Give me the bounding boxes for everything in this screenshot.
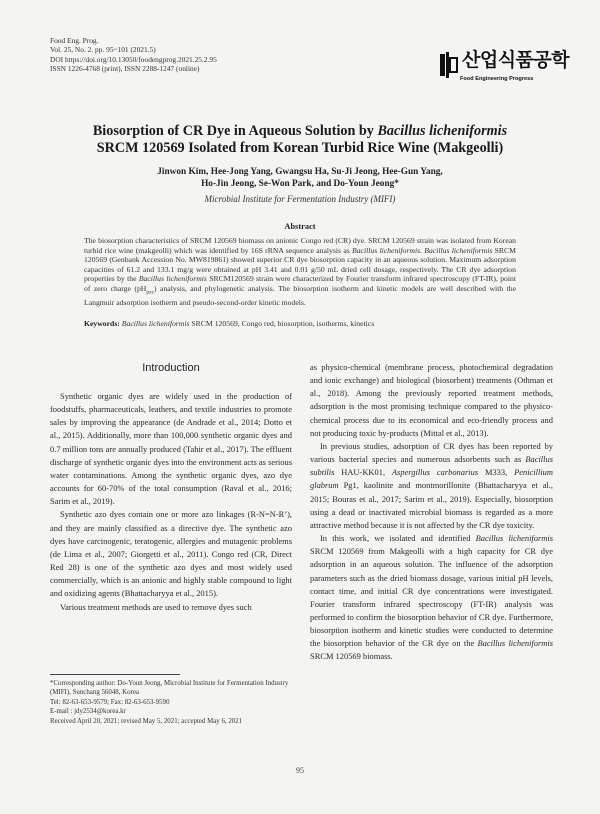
- journal-volume: Vol. 25, No. 2. pp. 95~101 (2021.5): [50, 45, 156, 55]
- logo-english-title: Food Engineering Progress: [460, 76, 534, 82]
- title-text: Biosorption of CR Dye in Aqueous Solution by: [92, 123, 378, 139]
- species-name: Bacillus licheniformis: [138, 274, 207, 284]
- authors-line2: Ho-Jin Jeong, Se-Won Park, and Do-Youn Jeong*: [201, 179, 399, 190]
- species-name: Bacillus licheniformis: [477, 638, 553, 649]
- left-column: [50, 390, 292, 614]
- received-dates: Received April 20, 2021; revised May 5, 2021; accepted May 6, 2021: [50, 717, 243, 725]
- keywords-label: Keywords:: [84, 319, 120, 328]
- text: SRCM 120569 biomass.: [310, 651, 393, 662]
- species-name: Bacillus subtilis: [310, 454, 553, 478]
- right-column: [310, 361, 553, 664]
- title-species: Bacillus licheniformis: [377, 123, 508, 139]
- species-name: Aspergillus carbonarius: [391, 467, 479, 478]
- paragraph: [310, 532, 553, 664]
- paragraph: [310, 440, 553, 532]
- article-title: [60, 123, 540, 157]
- abstract-text: ) analysis, and phylogenetic analysis. The biosorption isotherm and kinetic models are well described with the Langmuir adsorption isotherm and pseudo-second-order kinetic models.: [84, 283, 517, 307]
- journal-issn: ISSN 1226-4768 (print), ISSN 2288-1247 (online): [50, 64, 200, 74]
- text: Pg1, kaolinite and montmorillonite (Bhattacharyya et al., 2015; Bouras et al., 2017; Sarim et al., 2019). Especially, biosorption using a dead or inactivated microbial biomass is regarded as a more attractive method because it is not affected by the CR dye toxicity.: [310, 480, 553, 530]
- journal-logo-icon: [440, 52, 458, 78]
- text: In previous studies, adsorption of CR dyes has been reported by various bacterial species and numerous adsorbents such as: [310, 440, 553, 465]
- journal-logo: [440, 48, 570, 86]
- footnote: [50, 679, 295, 726]
- contact-phone: Tel: 82-63-653-9579; Fax: 82-63-653-9590: [50, 698, 170, 706]
- keywords-list: SRCM 120569, Congo red, biosorption, isotherms, kinetics: [189, 319, 375, 328]
- journal-metadata: [50, 36, 217, 74]
- species-name: Penicillium glabrum: [310, 467, 553, 491]
- text: SRCM 120569 from Makgeolli with a high capacity for CR dye adsorption in an aqueous solution. The influence of the adsorption parameters such as the dried biomass dosage, various initial pH levels, contact time, and initial CR dye concentrations were investigated. Fourier transform infrared spectroscopy (FT-IR) analysis was performed to confirm the biosorption behavior of CR dye. Furthermore, biosorption isotherm and kinetic studies were conducted to determine the biosorption behavior of the CR dye on the: [310, 546, 553, 649]
- abstract-text: The biosorption characteristics of SRCM 120569 biomass on anionic Congo red (CR) dye. SRCM 120569 strain was isolated from Korean turbid rice wine (makgeolli) which was identified by 16S rRNA sequence analysis as: [84, 236, 516, 255]
- author-list: [80, 166, 520, 190]
- subscript: pzc: [146, 289, 155, 296]
- paragraph: as physico-chemical (membrane process, photochemical degradation and ionic exchange) and biological (biosorbent) treatments (Othman et al., 2018). Among the previously reported treatment methods, adsorption is the most promising technique compared to the physico-chemical process due to its economical and eco-friendly process and not producing toxic by-products (Mittal et al., 2013).: [310, 362, 553, 438]
- abstract-text: SRCM 120569 (Genbank Accession No. MW819861) showed superior CR dye biosorption capacity in an aqueous solution. Maximum adsorption capacities of 61.2 and 133.1 mg/g were obtained at pH 3.41 and 0.01 g/50 mL dried cell dosage, respectively. The CR dye adsorption properties by the: [84, 245, 517, 284]
- abstract-heading: Abstract: [284, 222, 316, 231]
- logo-korean-title: 산업식품공학: [462, 49, 570, 71]
- journal-doi: DOI https://doi.org/10.13050/foodengprog.2021.25.2.95: [50, 54, 217, 64]
- species-name: Bacillus licheniformis: [424, 245, 493, 255]
- abstract-text: SRCM120569 strain were characterized by Fourier transform infrared spectroscopy (FT-IR), point of zero charge (pH: [84, 274, 516, 293]
- section-heading-introduction: Introduction: [142, 362, 200, 374]
- affiliation: Microbial Institute for Fermentation Industry (MIFI): [204, 194, 396, 204]
- paragraph: Synthetic organic dyes are widely used in the production of foodstuffs, pharmaceuticals, leathers, and textile industries to promote sales by improving the appearance (de Andrade et al., 2014; Dotto et al., 2015). Additionally, more than 100,000 synthetic organic dyes and 0.7 million tons are annually produced (Tahir et al., 2017). The effluent discharge of synthetic organic dyes into the environment acts as serious water contaminations. Among the synthetic organic dyes, azo dye accounts for 60-70% of the total consumption (Raval et al., 2016; Sarim et al., 2019).: [50, 391, 292, 507]
- species-name: Bacillus licheniformis: [352, 245, 421, 255]
- abstract-text: .: [420, 245, 425, 255]
- contact-email: E-mail : jdy2534@korea.kr: [50, 708, 126, 716]
- keywords: [84, 319, 516, 328]
- keywords-species: Bacillus licheniformis: [121, 319, 190, 328]
- abstract-body: [84, 236, 516, 307]
- species-name: Bacillus licheniformis: [475, 533, 553, 544]
- footnote-divider: [50, 674, 180, 675]
- authors-line1: Jinwon Kim, Hee-Jong Yang, Gwangsu Ha, Su-Ji Jeong, Hee-Gun Yang,: [157, 167, 443, 177]
- paragraph: Synthetic azo dyes contain one or more azo linkages (R-N=N-R’), and they are mainly classified as a directive dye. The synthetic azo dyes have carcinogenic, teratogenic, allergies and mutagenic problems (de Lima et al., 2007; Giorgetti et al., 2011). Congo red (CR, Direct Red 28) is one of the synthetic azo dyes and most widely used commercially, which is an anionic and highly stable compound to light and oxidizing agents (Bhattacharyya et al., 2015).: [50, 509, 292, 599]
- paragraph: Various treatment methods are used to remove dyes such: [60, 601, 252, 612]
- text: HAU-KK01,: [334, 467, 392, 478]
- corresponding-author: *Corresponding author: Do-Youn Jeong, Microbial Institute for Fermentation Industry (MIFI), Sunchang 56048, Korea: [50, 680, 289, 697]
- journal-name: Food Eng. Prog.: [50, 36, 99, 45]
- text: M333,: [478, 467, 515, 478]
- text: In this work, we isolated and identified: [320, 533, 476, 544]
- page-number: 95: [296, 766, 304, 775]
- title-text-line2: SRCM 120569 Isolated from Korean Turbid Rice Wine (Makgeolli): [96, 140, 504, 156]
